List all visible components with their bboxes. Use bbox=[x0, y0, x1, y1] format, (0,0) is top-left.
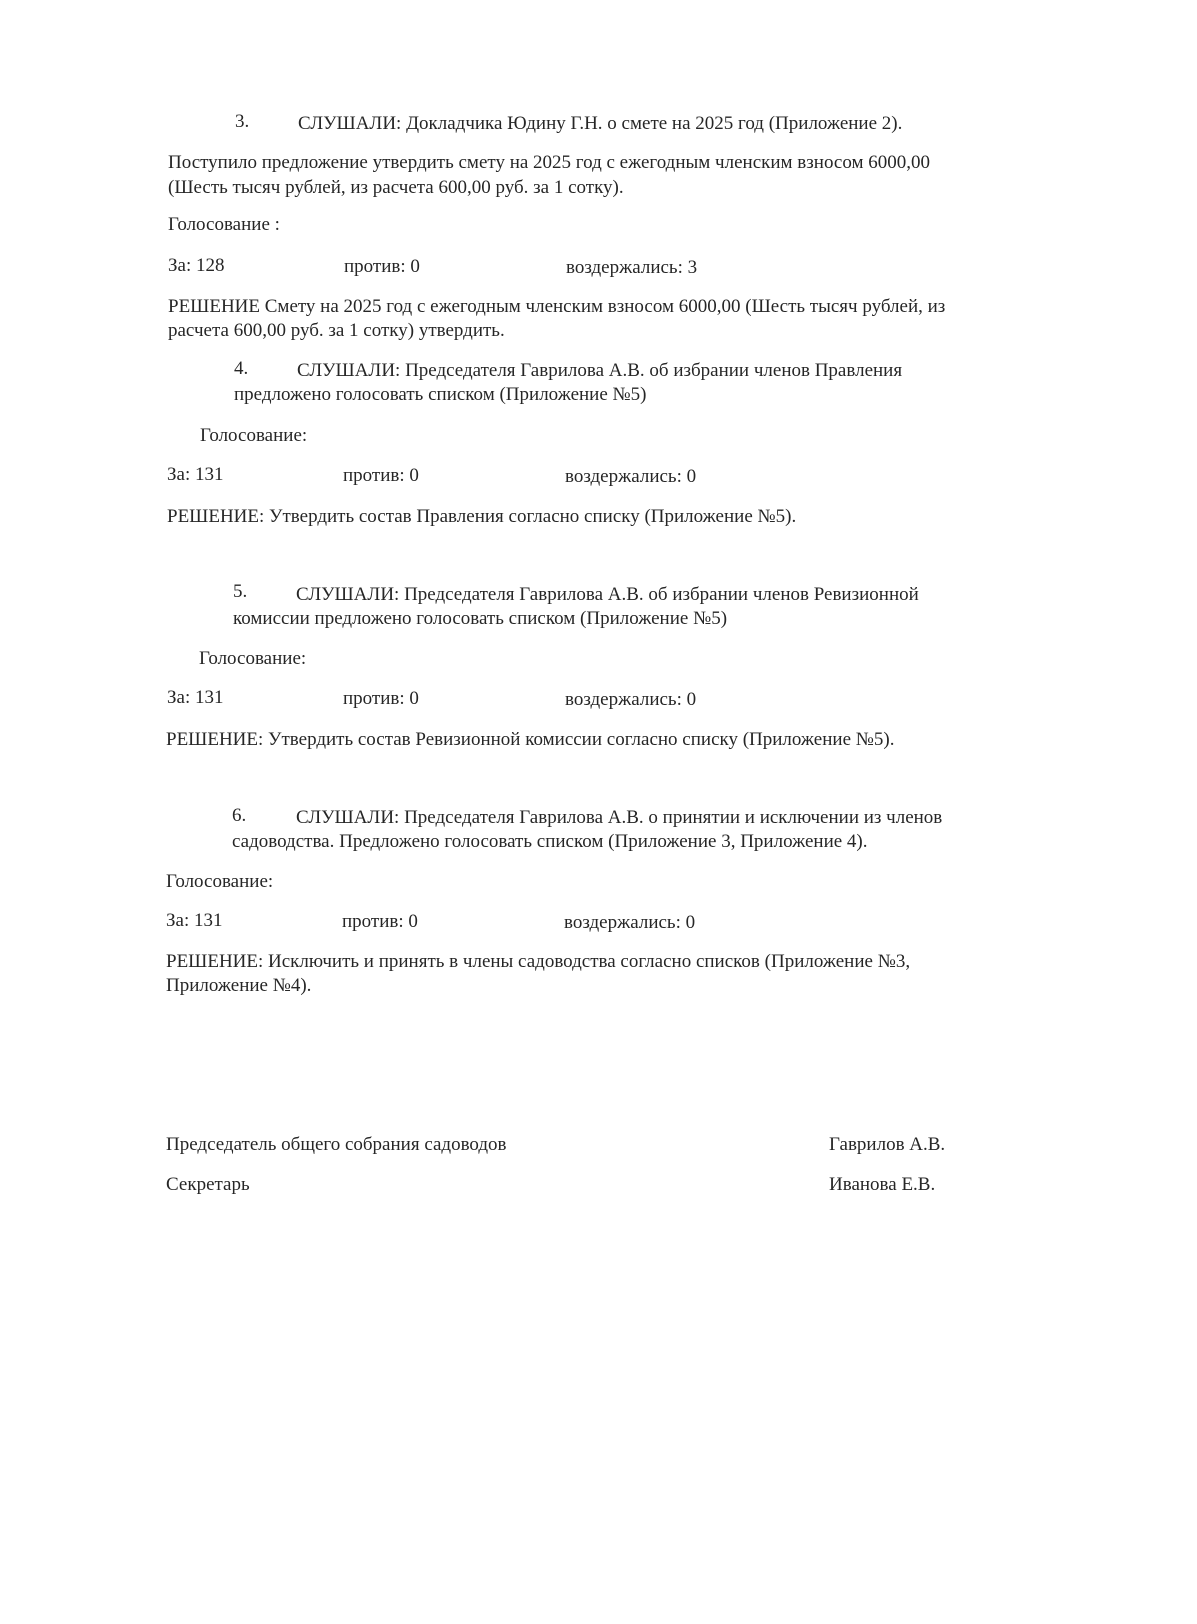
secretary-name: Иванова Е.В. bbox=[829, 1174, 936, 1195]
item-6-heading-line-1: СЛУШАЛИ: Председателя Гаврилова А.В. о принятии и исключении из членов bbox=[296, 807, 943, 828]
item-5-votes-abstained: воздержались: 0 bbox=[565, 689, 697, 710]
item-4-decision: РЕШЕНИЕ: Утвердить состав Правления согласно списку (Приложение №5). bbox=[167, 506, 797, 527]
item-6-decision-line-1: РЕШЕНИЕ: Исключить и принять в члены садоводства согласно списков (Приложение №3, bbox=[166, 951, 911, 972]
item-5-voting-label: Голосование: bbox=[199, 648, 307, 669]
item-5-votes-against: против: 0 bbox=[343, 688, 419, 709]
item-3-votes-for: За: 128 bbox=[168, 255, 225, 276]
item-5-decision: РЕШЕНИЕ: Утвердить состав Ревизионной комиссии согласно списку (Приложение №5). bbox=[166, 729, 895, 750]
item-4-votes-for: За: 131 bbox=[167, 464, 224, 485]
item-6-number: 6. bbox=[232, 805, 247, 826]
item-4-heading-line-2: предложено голосовать списком (Приложение №5) bbox=[234, 384, 647, 405]
item-3-decision-line-2: расчета 600,00 руб. за 1 сотку) утвердить. bbox=[168, 320, 505, 341]
item-4-heading-line-1: СЛУШАЛИ: Председателя Гаврилова А.В. об избрании членов Правления bbox=[297, 360, 903, 381]
chairman-name: Гаврилов А.В. bbox=[829, 1134, 946, 1155]
item-4-number: 4. bbox=[234, 358, 249, 379]
item-5-heading-line-1: СЛУШАЛИ: Председателя Гаврилова А.В. об избрании членов Ревизионной bbox=[296, 584, 919, 605]
item-3-decision-line-1: РЕШЕНИЕ Смету на 2025 год с ежегодным членским взносом 6000,00 (Шесть тысяч рублей, из bbox=[168, 296, 946, 317]
item-6-votes-against: против: 0 bbox=[342, 911, 418, 932]
item-3-votes-against: против: 0 bbox=[344, 256, 420, 277]
item-3-proposal-line-2: (Шесть тысяч рублей, из расчета 600,00 руб. за 1 сотку). bbox=[168, 177, 624, 198]
item-5-votes-for: За: 131 bbox=[167, 687, 224, 708]
item-6-voting-label: Голосование: bbox=[166, 871, 274, 892]
item-6-heading-line-2: садоводства. Предложено голосовать списком (Приложение 3, Приложение 4). bbox=[232, 831, 868, 852]
chairman-role: Председатель общего собрания садоводов bbox=[166, 1134, 507, 1155]
secretary-role: Секретарь bbox=[166, 1174, 250, 1195]
item-3-votes-abstained: воздержались: 3 bbox=[566, 257, 698, 278]
item-6-decision-line-2: Приложение №4). bbox=[166, 975, 312, 996]
item-4-votes-against: против: 0 bbox=[343, 465, 419, 486]
item-3-number: 3. bbox=[235, 111, 250, 132]
item-4-voting-label: Голосование: bbox=[200, 425, 308, 446]
item-3-voting-label: Голосование : bbox=[168, 214, 280, 235]
item-5-number: 5. bbox=[233, 581, 248, 602]
item-4-votes-abstained: воздержались: 0 bbox=[565, 466, 697, 487]
item-6-votes-for: За: 131 bbox=[166, 910, 223, 931]
item-3-heading: СЛУШАЛИ: Докладчика Юдину Г.Н. о смете на 2025 год (Приложение 2). bbox=[298, 113, 903, 134]
item-3-proposal-line-1: Поступило предложение утвердить смету на 2025 год с ежегодным членским взносом 6000,00 bbox=[168, 152, 931, 173]
item-5-heading-line-2: комиссии предложено голосовать списком (Приложение №5) bbox=[233, 608, 728, 629]
item-6-votes-abstained: воздержались: 0 bbox=[564, 912, 696, 933]
